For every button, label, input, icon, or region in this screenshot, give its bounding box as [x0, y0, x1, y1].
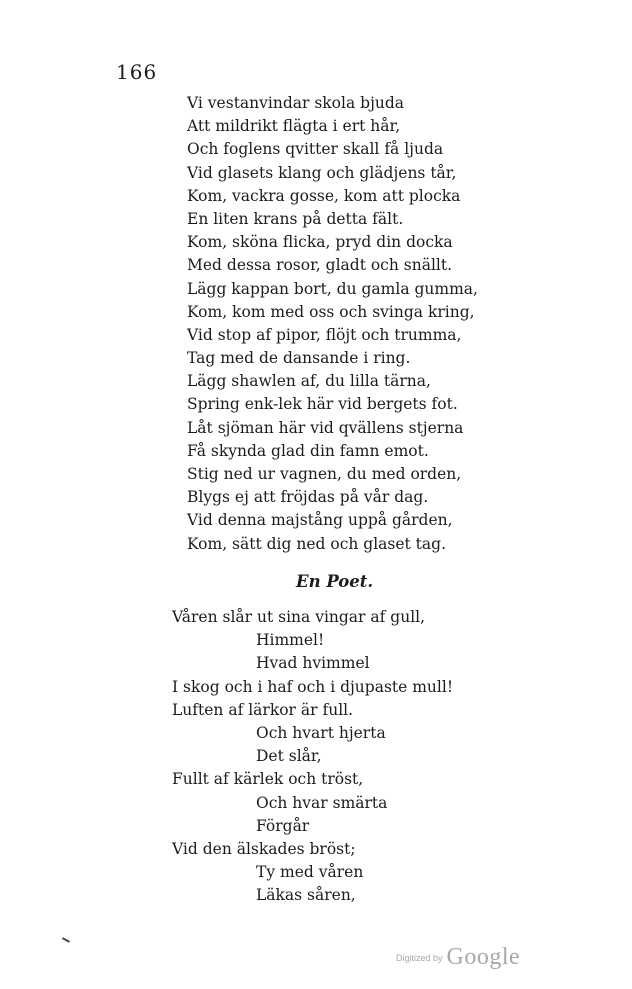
verse-line: En liten krans på detta fält.	[187, 209, 404, 228]
verse-line: Spring enk-lek här vid bergets fot.	[187, 395, 458, 414]
verse-line: Kom, vackra gosse, kom att plocka	[187, 186, 461, 205]
digitized-watermark	[396, 944, 520, 971]
poem-line: Läkas såren,	[256, 886, 356, 905]
poem-line: Våren slår ut sina vingar af gull,	[172, 608, 426, 626]
verse-block	[187, 92, 478, 556]
verse-line: Få skynda glad din famn emot.	[187, 441, 429, 460]
verse-line: Stig ned ur vagnen, du med orden,	[187, 465, 462, 483]
verse-line: Vid denna majstång uppå gården,	[187, 511, 453, 530]
poem-line: Ty med våren	[256, 863, 364, 882]
section-heading: En Poet.	[296, 572, 374, 591]
poem-line: Vid den älskades bröst;	[172, 839, 356, 858]
watermark-prefix: Digitized by	[396, 952, 443, 963]
verse-line: Lägg kappan bort, du gamla gumma,	[187, 279, 478, 298]
verse-line: Kom, sätt dig ned och glaset tag.	[187, 534, 447, 553]
poem-block	[172, 606, 453, 907]
poem-line: Förgår	[256, 816, 310, 835]
verse-line: Med dessa rosor, gladt och snällt.	[187, 256, 453, 275]
verse-line: Blygs ej att fröjdas på vår dag.	[187, 488, 429, 507]
verse-line: Att mildrikt flägta i ert hår,	[187, 117, 401, 136]
poem-line: Hvad hvimmel	[256, 654, 370, 673]
verse-line: Kom, kom med oss och svinga kring,	[187, 302, 475, 321]
page-number: 166	[116, 60, 158, 84]
verse-line: Vi vestanvindar skola bjuda	[187, 94, 405, 112]
verse-line: Tag med de dansande i ring.	[187, 349, 411, 368]
verse-line: Vid stop af pipor, flöjt och trumma,	[187, 325, 462, 344]
poem-line: Fullt af kärlek och tröst,	[172, 770, 364, 789]
poem-line: Det slår,	[256, 747, 322, 766]
poem-line: Och hvart hjerta	[256, 723, 386, 742]
poem-line: Himmel!	[256, 631, 325, 650]
verse-line: Och foglens qvitter skall få ljuda	[187, 140, 444, 159]
poem-line: Och hvar smärta	[256, 793, 388, 812]
verse-line: Vid glasets klang och glädjens tår,	[187, 163, 457, 182]
poem-line: I skog och i haf och i djupaste mull!	[172, 677, 454, 696]
poem-line: Luften af lärkor är full.	[172, 700, 354, 719]
margin-mark	[62, 937, 70, 943]
watermark-brand: Google	[446, 944, 521, 970]
verse-line: Låt sjöman här vid qvällens stjerna	[187, 418, 464, 437]
verse-line: Kom, sköna flicka, pryd din docka	[187, 233, 453, 252]
verse-line: Lägg shawlen af, du lilla tärna,	[187, 372, 431, 391]
